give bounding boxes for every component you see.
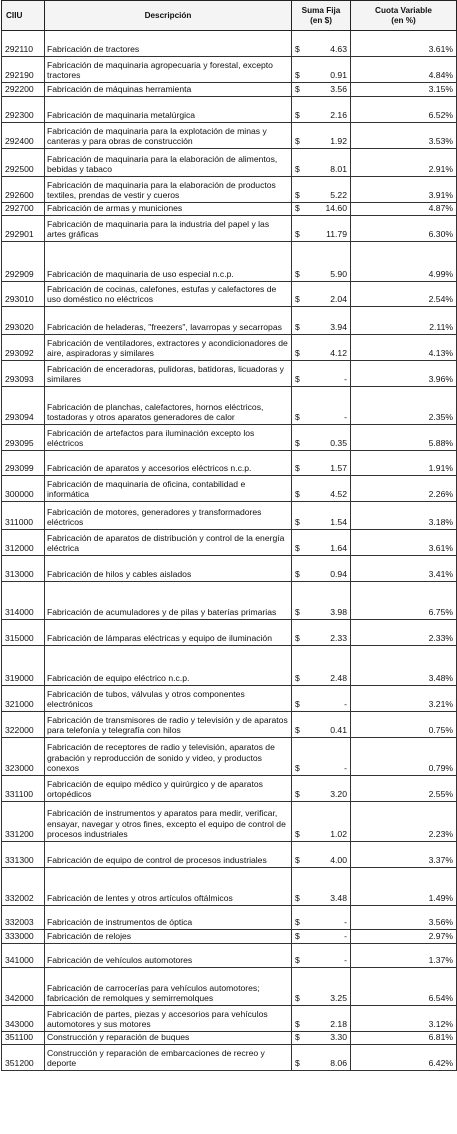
description: Fabricación de relojes <box>45 930 292 944</box>
currency-symbol: $ <box>292 712 306 738</box>
table-row <box>2 620 457 646</box>
table-row <box>2 686 457 712</box>
table-row <box>2 556 457 582</box>
currency-symbol: $ <box>292 123 306 149</box>
description: Fabricación de armas y municiones <box>45 203 292 216</box>
description: Fabricación de instrumentos de óptica <box>45 906 292 930</box>
description: Fabricación de maquinaria para la industria del papel y las artes gráficas <box>45 216 292 242</box>
cuota-variable-value: 3.12% <box>351 1006 457 1032</box>
suma-fija-value: 1.92 <box>306 123 351 149</box>
table-row <box>2 646 457 686</box>
header-ciiu: CIIU <box>2 1 45 31</box>
cuota-variable-value: 2.26% <box>351 476 457 502</box>
cuota-variable-value: 2.23% <box>351 802 457 842</box>
suma-fija-value: 4.63 <box>306 31 351 57</box>
cuota-variable-value: 6.30% <box>351 216 457 242</box>
description: Fabricación de tractores <box>45 31 292 57</box>
suma-fija-value: 1.02 <box>306 802 351 842</box>
description: Fabricación de motores, generadores y transformadores eléctricos <box>45 502 292 530</box>
ciiu-code: 293010 <box>2 282 45 307</box>
description: Fabricación de maquinaria para la elaboración de productos textiles, prendas de vestir y cueros <box>45 177 292 203</box>
currency-symbol: $ <box>292 906 306 930</box>
currency-symbol: $ <box>292 31 306 57</box>
suma-fija-value: 1.57 <box>306 451 351 476</box>
description: Fabricación de artefactos para iluminación excepto los eléctricos <box>45 425 292 451</box>
table-row <box>2 738 457 776</box>
cuota-variable-value: 5.88% <box>351 425 457 451</box>
table-row <box>2 335 457 361</box>
description: Fabricación de instrumentos y aparatos para medir, verificar, ensayar, navegar y otros fines, excepto el equipo de control de procesos industriales <box>45 802 292 842</box>
ciiu-code: 313000 <box>2 556 45 582</box>
table-row <box>2 387 457 425</box>
suma-fija-value: 0.35 <box>306 425 351 451</box>
cuota-variable-value: 2.11% <box>351 307 457 335</box>
cuota-variable-value: 4.13% <box>351 335 457 361</box>
description: Fabricación de maquinaria metalúrgica <box>45 97 292 123</box>
description: Fabricación de equipo médico y quirúrgico y de aparatos ortopédicos <box>45 776 292 802</box>
ciiu-code: 331300 <box>2 842 45 868</box>
suma-fija-value: 1.64 <box>306 530 351 556</box>
ciiu-code: 322000 <box>2 712 45 738</box>
cuota-variable-value: 3.96% <box>351 361 457 387</box>
cuota-variable-value: 6.54% <box>351 968 457 1006</box>
currency-symbol: $ <box>292 216 306 242</box>
ciiu-code: 293093 <box>2 361 45 387</box>
currency-symbol: $ <box>292 582 306 620</box>
table-body <box>2 31 457 1071</box>
table-row <box>2 842 457 868</box>
currency-symbol: $ <box>292 502 306 530</box>
cuota-variable-value: 2.55% <box>351 776 457 802</box>
table-row <box>2 1032 457 1045</box>
description: Fabricación de carrocerías para vehículos automotores; fabricación de remolques y semirremolques <box>45 968 292 1006</box>
suma-fija-value: 2.48 <box>306 646 351 686</box>
currency-symbol: $ <box>292 968 306 1006</box>
ciiu-code: 342000 <box>2 968 45 1006</box>
description: Fabricación de maquinaria para la elaboración de alimentos, bebidas y tabaco <box>45 149 292 177</box>
ciiu-code: 293020 <box>2 307 45 335</box>
description: Fabricación de maquinaria de uso especial n.c.p. <box>45 242 292 282</box>
currency-symbol: $ <box>292 556 306 582</box>
cuota-variable-value: 2.91% <box>351 149 457 177</box>
currency-symbol: $ <box>292 83 306 97</box>
table-row <box>2 868 457 906</box>
table-row <box>2 1045 457 1071</box>
table-row <box>2 282 457 307</box>
ciiu-code: 292400 <box>2 123 45 149</box>
table-row <box>2 57 457 83</box>
header-cuota-variable: Cuota Variable (en %) <box>351 1 457 31</box>
currency-symbol: $ <box>292 802 306 842</box>
description: Fabricación de cocinas, calefones, estufas y calefactores de uso doméstico no eléctricos <box>45 282 292 307</box>
currency-symbol: $ <box>292 451 306 476</box>
currency-symbol: $ <box>292 1006 306 1032</box>
suma-fija-value: 0.94 <box>306 556 351 582</box>
currency-symbol: $ <box>292 149 306 177</box>
description: Construcción y reparación de embarcaciones de recreo y deporte <box>45 1045 292 1071</box>
table-row <box>2 476 457 502</box>
cuota-variable-value: 0.75% <box>351 712 457 738</box>
ciiu-code: 315000 <box>2 620 45 646</box>
ciiu-code: 292110 <box>2 31 45 57</box>
suma-fija-value: 4.12 <box>306 335 351 361</box>
currency-symbol: $ <box>292 868 306 906</box>
table-row <box>2 968 457 1006</box>
description: Fabricación de equipo de control de procesos industriales <box>45 842 292 868</box>
ciiu-code: 292600 <box>2 177 45 203</box>
cuota-variable-value: 4.87% <box>351 203 457 216</box>
description: Fabricación de partes, piezas y accesorios para vehículos automotores y sus motores <box>45 1006 292 1032</box>
description: Fabricación de planchas, calefactores, hornos eléctricos, tostadoras y otros aparatos generadores de calor <box>45 387 292 425</box>
cuota-variable-value: 1.37% <box>351 944 457 968</box>
ciiu-code: 331100 <box>2 776 45 802</box>
table-row <box>2 906 457 930</box>
description: Fabricación de acumuladores y de pilas y baterías primarias <box>45 582 292 620</box>
description: Fabricación de maquinaria para la explotación de minas y canteras y para obras de construcción <box>45 123 292 149</box>
ciiu-code: 293092 <box>2 335 45 361</box>
cuota-variable-value: 4.99% <box>351 242 457 282</box>
suma-fija-value: 8.01 <box>306 149 351 177</box>
cuota-variable-value: 2.33% <box>351 620 457 646</box>
ciiu-code: 292901 <box>2 216 45 242</box>
description: Fabricación de heladeras, "freezers", lavarropas y secarropas <box>45 307 292 335</box>
cuota-variable-value: 6.81% <box>351 1032 457 1045</box>
ciiu-code: 292190 <box>2 57 45 83</box>
header-descripcion: Descripción <box>45 1 292 31</box>
description: Fabricación de maquinaria agropecuaria y forestal, excepto tractores <box>45 57 292 83</box>
cuota-variable-value: 3.91% <box>351 177 457 203</box>
cuota-variable-value: 3.15% <box>351 83 457 97</box>
description: Fabricación de lentes y otros artículos oftálmicos <box>45 868 292 906</box>
table-row <box>2 1006 457 1032</box>
table-row <box>2 425 457 451</box>
table-row <box>2 149 457 177</box>
suma-fija-value: 8.06 <box>306 1045 351 1071</box>
ciiu-code: 332003 <box>2 906 45 930</box>
currency-symbol: $ <box>292 646 306 686</box>
currency-symbol: $ <box>292 1032 306 1045</box>
currency-symbol: $ <box>292 335 306 361</box>
description: Fabricación de transmisores de radio y televisión y de aparatos para telefonía y telegrafía con hilos <box>45 712 292 738</box>
table-row <box>2 203 457 216</box>
description: Fabricación de máquinas herramienta <box>45 83 292 97</box>
currency-symbol: $ <box>292 842 306 868</box>
ciiu-code: 292300 <box>2 97 45 123</box>
currency-symbol: $ <box>292 620 306 646</box>
table-row <box>2 123 457 149</box>
description: Fabricación de maquinaria de oficina, contabilidad e informática <box>45 476 292 502</box>
ciiu-code: 292200 <box>2 83 45 97</box>
cuota-variable-value: 3.18% <box>351 502 457 530</box>
currency-symbol: $ <box>292 97 306 123</box>
description: Fabricación de vehículos automotores <box>45 944 292 968</box>
currency-symbol: $ <box>292 476 306 502</box>
currency-symbol: $ <box>292 1045 306 1071</box>
suma-fija-value: 1.54 <box>306 502 351 530</box>
suma-fija-value: - <box>306 387 351 425</box>
ciiu-code: 331200 <box>2 802 45 842</box>
suma-fija-value: - <box>306 944 351 968</box>
header-suma-fija: Suma Fija (en $) <box>292 1 351 31</box>
currency-symbol: $ <box>292 530 306 556</box>
cuota-variable-value: 1.91% <box>351 451 457 476</box>
suma-fija-value: 2.16 <box>306 97 351 123</box>
currency-symbol: $ <box>292 361 306 387</box>
currency-symbol: $ <box>292 387 306 425</box>
currency-symbol: $ <box>292 177 306 203</box>
cuota-variable-value: 3.53% <box>351 123 457 149</box>
ciiu-code: 332002 <box>2 868 45 906</box>
ciiu-code: 351200 <box>2 1045 45 1071</box>
description: Fabricación de tubos, válvulas y otros componentes electrónicos <box>45 686 292 712</box>
table-row <box>2 502 457 530</box>
ciiu-code: 292700 <box>2 203 45 216</box>
suma-fija-value: 3.20 <box>306 776 351 802</box>
ciiu-code: 311000 <box>2 502 45 530</box>
currency-symbol: $ <box>292 307 306 335</box>
table-row <box>2 944 457 968</box>
suma-fija-value: 2.04 <box>306 282 351 307</box>
suma-fija-value: 3.48 <box>306 868 351 906</box>
ciiu-code: 321000 <box>2 686 45 712</box>
suma-fija-value: 14.60 <box>306 203 351 216</box>
cuota-variable-value: 1.49% <box>351 868 457 906</box>
table-row <box>2 97 457 123</box>
description: Fabricación de equipo eléctrico n.c.p. <box>45 646 292 686</box>
ciiu-code: 300000 <box>2 476 45 502</box>
table-row <box>2 530 457 556</box>
table-row <box>2 361 457 387</box>
description: Construcción y reparación de buques <box>45 1032 292 1045</box>
ciiu-code: 292909 <box>2 242 45 282</box>
table-row <box>2 31 457 57</box>
description: Fabricación de receptores de radio y televisión, aparatos de grabación y reproducción de sonido y video, y productos conexos <box>45 738 292 776</box>
description: Fabricación de aparatos de distribución y control de la energía eléctrica <box>45 530 292 556</box>
suma-fija-value: 2.18 <box>306 1006 351 1032</box>
table-row <box>2 930 457 944</box>
ciiu-code: 319000 <box>2 646 45 686</box>
suma-fija-value: 5.90 <box>306 242 351 282</box>
suma-fija-value: 4.00 <box>306 842 351 868</box>
cuota-variable-value: 6.75% <box>351 582 457 620</box>
cuota-variable-value: 6.42% <box>351 1045 457 1071</box>
suma-fija-value: 5.22 <box>306 177 351 203</box>
description: Fabricación de hilos y cables aislados <box>45 556 292 582</box>
cuota-variable-value: 2.54% <box>351 282 457 307</box>
cuota-variable-value: 3.56% <box>351 906 457 930</box>
table-row <box>2 177 457 203</box>
currency-symbol: $ <box>292 944 306 968</box>
ciiu-code: 351100 <box>2 1032 45 1045</box>
ciiu-code: 312000 <box>2 530 45 556</box>
ciiu-code: 293099 <box>2 451 45 476</box>
cuota-variable-value: 2.97% <box>351 930 457 944</box>
suma-fija-value: 3.30 <box>306 1032 351 1045</box>
table-row <box>2 802 457 842</box>
currency-symbol: $ <box>292 686 306 712</box>
table-row <box>2 83 457 97</box>
suma-fija-value: 4.52 <box>306 476 351 502</box>
suma-fija-value: 3.25 <box>306 968 351 1006</box>
suma-fija-value: 3.98 <box>306 582 351 620</box>
suma-fija-value: - <box>306 686 351 712</box>
currency-symbol: $ <box>292 738 306 776</box>
description: Fabricación de enceradoras, pulidoras, batidoras, licuadoras y similares <box>45 361 292 387</box>
cuota-variable-value: 3.37% <box>351 842 457 868</box>
currency-symbol: $ <box>292 242 306 282</box>
ciiu-code: 292500 <box>2 149 45 177</box>
currency-symbol: $ <box>292 930 306 944</box>
suma-fija-value: 2.33 <box>306 620 351 646</box>
currency-symbol: $ <box>292 203 306 216</box>
cuota-variable-value: 0.79% <box>351 738 457 776</box>
suma-fija-value: 0.41 <box>306 712 351 738</box>
cuota-variable-value: 3.61% <box>351 31 457 57</box>
table-row <box>2 451 457 476</box>
ciiu-code: 314000 <box>2 582 45 620</box>
suma-fija-value: 0.91 <box>306 57 351 83</box>
description: Fabricación de ventiladores, extractores y acondicionadores de aire, aspiradoras y similares <box>45 335 292 361</box>
ciiu-code: 323000 <box>2 738 45 776</box>
suma-fija-value: - <box>306 930 351 944</box>
cuota-variable-value: 3.41% <box>351 556 457 582</box>
table-row <box>2 776 457 802</box>
cuota-variable-value: 3.21% <box>351 686 457 712</box>
cuota-variable-value: 4.84% <box>351 57 457 83</box>
currency-symbol: $ <box>292 776 306 802</box>
tariff-table <box>1 0 457 1071</box>
ciiu-code: 293095 <box>2 425 45 451</box>
currency-symbol: $ <box>292 57 306 83</box>
ciiu-code: 341000 <box>2 944 45 968</box>
suma-fija-value: - <box>306 906 351 930</box>
cuota-variable-value: 2.35% <box>351 387 457 425</box>
description: Fabricación de lámparas eléctricas y equipo de iluminación <box>45 620 292 646</box>
suma-fija-value: - <box>306 738 351 776</box>
ciiu-code: 333000 <box>2 930 45 944</box>
suma-fija-value: 11.79 <box>306 216 351 242</box>
suma-fija-value: 3.94 <box>306 307 351 335</box>
ciiu-code: 343000 <box>2 1006 45 1032</box>
currency-symbol: $ <box>292 425 306 451</box>
cuota-variable-value: 3.48% <box>351 646 457 686</box>
table-row <box>2 242 457 282</box>
table-row <box>2 216 457 242</box>
header-row <box>2 1 457 31</box>
ciiu-code: 293094 <box>2 387 45 425</box>
currency-symbol: $ <box>292 282 306 307</box>
table-row <box>2 582 457 620</box>
table-row <box>2 307 457 335</box>
cuota-variable-value: 6.52% <box>351 97 457 123</box>
table-row <box>2 712 457 738</box>
description: Fabricación de aparatos y accesorios eléctricos n.c.p. <box>45 451 292 476</box>
suma-fija-value: - <box>306 361 351 387</box>
cuota-variable-value: 3.61% <box>351 530 457 556</box>
suma-fija-value: 3.56 <box>306 83 351 97</box>
